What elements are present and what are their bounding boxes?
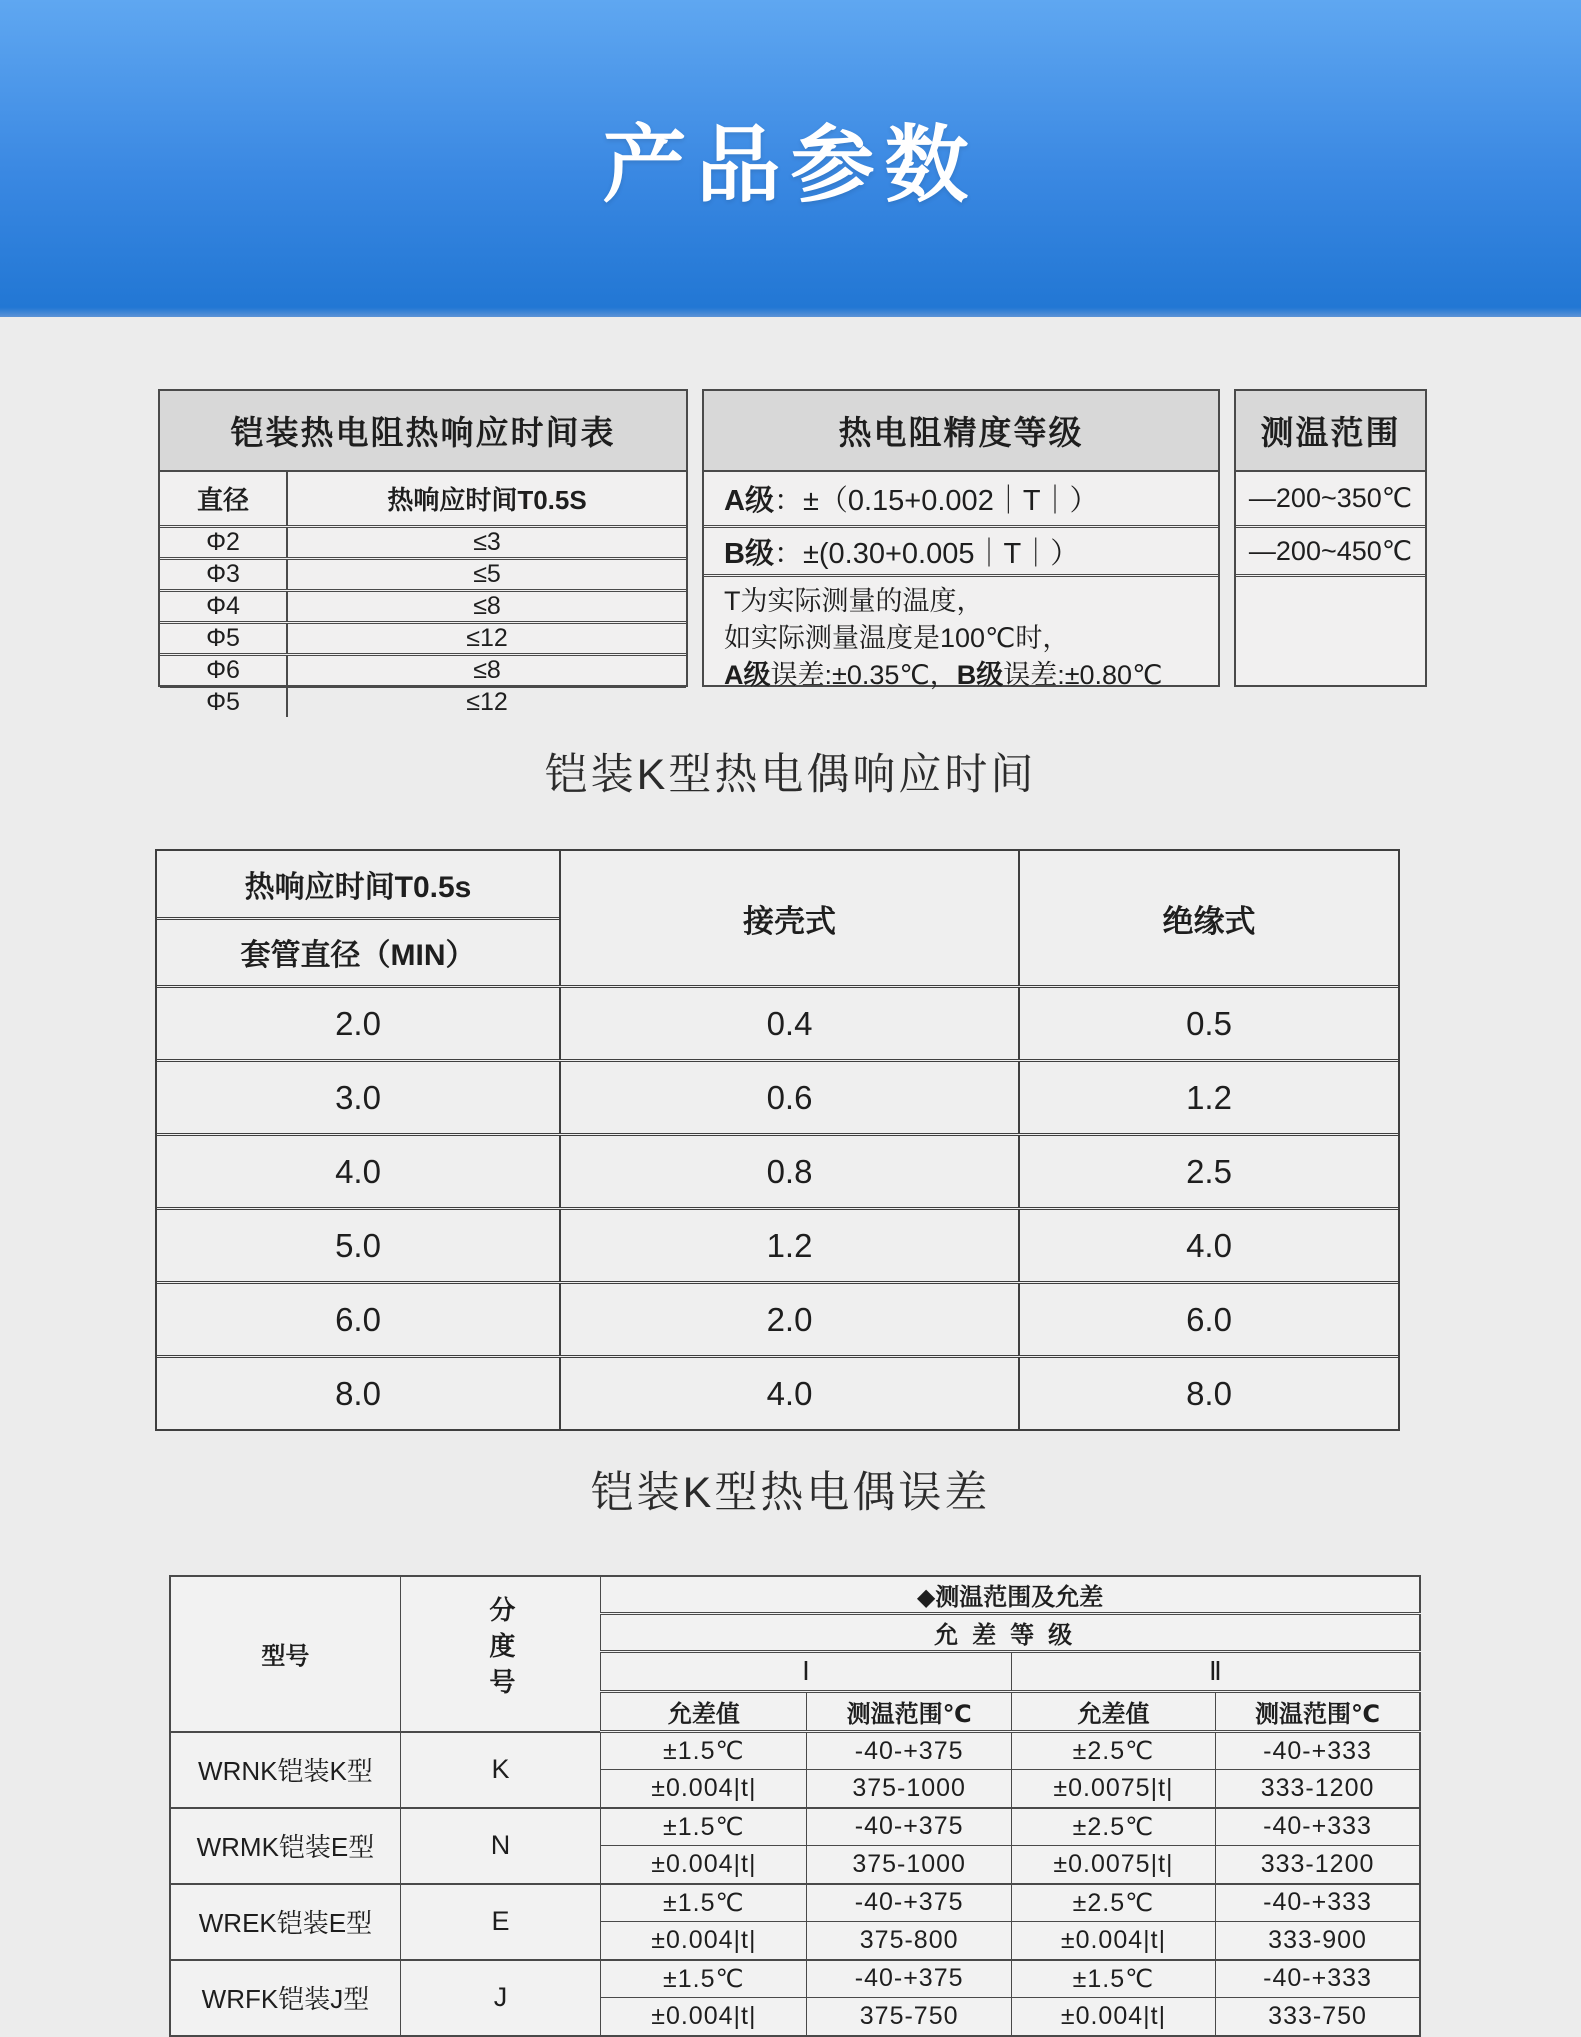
cell-insulated: 1.2	[1186, 1078, 1232, 1116]
rtd-response-time-title: 铠装热电阻热响应时间表	[160, 391, 686, 472]
table-row	[160, 525, 686, 557]
note-line	[724, 657, 1218, 694]
cell-grounded: 2.0	[561, 1284, 1020, 1355]
header-temp-range: 测温范围℃	[1216, 1692, 1420, 1732]
cell-range: -40-+375	[807, 1960, 1011, 1998]
header-temp-range: 测温范围℃	[807, 1692, 1011, 1732]
cell-grounded: 4.0	[561, 1358, 1020, 1429]
header-tolerance-value: 允差值	[1011, 1692, 1215, 1732]
cell-diameter: 8.0	[157, 1358, 561, 1429]
graduation-vertical-label: 分度号	[485, 1596, 516, 1705]
cell-tolerance: ±0.004|t|	[601, 1846, 807, 1884]
cell-tolerance: ±1.5℃	[601, 1732, 807, 1770]
cell-range: 333-1200	[1216, 1770, 1420, 1808]
rtd-accuracy-title: 热电阻精度等级	[704, 391, 1218, 472]
section-heading-response: 铠装K型热电偶响应时间	[544, 751, 1037, 799]
cell-graduation-code: E	[400, 1884, 600, 1960]
temp-range-value: —200~350℃	[1236, 472, 1425, 528]
note-line: T为实际测量的温度，	[724, 586, 984, 616]
cell-response-time: ≤8	[473, 656, 501, 684]
cell-diameter: 4.0	[157, 1136, 561, 1207]
table-row	[170, 1808, 1420, 1846]
cell-response-time: ≤8	[473, 592, 501, 620]
cell-insulated: 0.5	[1186, 1004, 1232, 1042]
cell-diameter: 2.0	[157, 988, 561, 1059]
cell-tolerance: ±0.0075|t|	[1011, 1770, 1215, 1808]
table-row	[157, 1207, 1398, 1281]
header-model: 型号	[170, 1576, 400, 1732]
header-graduation	[400, 1576, 600, 1732]
cell-response-time: ≤3	[473, 528, 501, 556]
header-sheath-diameter: 套管直径（MIN）	[240, 939, 476, 973]
table-row	[157, 1281, 1398, 1355]
cell-grounded: 0.6	[561, 1062, 1020, 1133]
cell-tolerance: ±0.004|t|	[601, 1770, 807, 1808]
note-grade-a-error: 误差:±0.35℃，	[770, 660, 957, 690]
cell-graduation-code: J	[400, 1960, 600, 2036]
top-tables-row	[158, 389, 1427, 716]
cell-range: -40-+333	[1216, 1808, 1420, 1846]
cell-range: -40-+375	[807, 1884, 1011, 1922]
cell-diameter: Φ5	[160, 624, 288, 653]
header-response-time: 热响应时间T0.5s	[157, 851, 559, 920]
table-row	[157, 1355, 1398, 1429]
table-header-row	[160, 472, 686, 525]
grade-b-row	[704, 528, 1218, 577]
cell-insulated: 8.0	[1186, 1374, 1232, 1412]
table-row	[160, 621, 686, 653]
header-class-2: Ⅱ	[1011, 1652, 1420, 1692]
cell-insulated: 6.0	[1186, 1300, 1232, 1338]
table-row	[157, 1059, 1398, 1133]
temp-range-value: —200~450℃	[1236, 528, 1425, 577]
cell-range: 375-1000	[807, 1770, 1011, 1808]
cell-tolerance: ±2.5℃	[1011, 1808, 1215, 1846]
grade-a-row	[704, 472, 1218, 528]
cell-graduation-code: N	[400, 1808, 600, 1884]
cell-response-time: ≤5	[473, 560, 501, 588]
cell-diameter: 6.0	[157, 1284, 561, 1355]
table-row	[160, 653, 686, 685]
cell-range: -40-+333	[1216, 1732, 1420, 1770]
cell-grounded: 0.8	[561, 1136, 1020, 1207]
cell-graduation-code: K	[400, 1732, 600, 1808]
grade-a-label: A级	[724, 485, 774, 517]
cell-model: WREK铠装E型	[170, 1884, 400, 1960]
header-range-and-tolerance: ◆测温范围及允差	[601, 1576, 1420, 1614]
note-grade-a-label: A级	[724, 660, 771, 690]
cell-model: WRFK铠装J型	[170, 1960, 400, 2036]
section-heading-error: 铠装K型热电偶误差	[590, 1469, 991, 1517]
table-row	[157, 1133, 1398, 1207]
temp-range-title: 测温范围	[1236, 391, 1425, 472]
header-class-1: Ⅰ	[601, 1652, 1012, 1692]
k-error-table	[169, 1575, 1421, 2037]
cell-grounded: 0.4	[561, 988, 1020, 1059]
cell-range: -40-+333	[1216, 1884, 1420, 1922]
cell-range: 333-900	[1216, 1922, 1420, 1960]
table-row	[170, 1960, 1420, 1998]
cell-insulated: 4.0	[1186, 1226, 1232, 1264]
header-col1-stack	[157, 851, 561, 985]
grade-a-formula: ：±（0.15+0.002｜T｜）	[773, 485, 1099, 517]
cell-tolerance: ±1.5℃	[601, 1808, 807, 1846]
cell-grounded: 1.2	[561, 1210, 1020, 1281]
header-grounded-type: 接壳式	[561, 851, 1020, 985]
cell-range: 333-750	[1216, 1998, 1420, 2036]
cell-range: 333-1200	[1216, 1846, 1420, 1884]
cell-range: 375-750	[807, 1998, 1011, 2036]
cell-diameter: 3.0	[157, 1062, 561, 1133]
table-row	[160, 685, 686, 717]
table-row	[170, 1732, 1420, 1770]
cell-range: -40-+375	[807, 1732, 1011, 1770]
table-header-row	[170, 1576, 1420, 1614]
cell-tolerance: ±0.004|t|	[1011, 1998, 1215, 2036]
cell-diameter: Φ6	[160, 656, 288, 685]
grade-b-formula: ：±(0.30+0.005｜T｜）	[773, 537, 1080, 570]
rtd-response-time-table	[158, 389, 688, 716]
cell-response-time: ≤12	[466, 624, 508, 652]
empty-cell	[1236, 577, 1425, 685]
grade-b-label: B级	[724, 537, 774, 570]
cell-range: -40-+333	[1216, 1960, 1420, 1998]
cell-tolerance: ±2.5℃	[1011, 1884, 1215, 1922]
cell-tolerance: ±1.5℃	[601, 1960, 807, 1998]
accuracy-note	[704, 577, 1218, 694]
k-response-table	[155, 849, 1400, 1431]
column-header-diameter: 直径	[160, 472, 288, 525]
page-title: 产品参数	[602, 118, 979, 212]
cell-tolerance: ±1.5℃	[1011, 1960, 1215, 1998]
header-insulated-type: 绝缘式	[1162, 903, 1256, 939]
cell-tolerance: ±0.004|t|	[1011, 1922, 1215, 1960]
cell-diameter: 5.0	[157, 1210, 561, 1281]
table-row	[170, 1884, 1420, 1922]
header-tolerance-class: 允差等级	[601, 1614, 1420, 1652]
temp-range-table	[1234, 389, 1427, 687]
note-grade-b-error: 误差:±0.80℃	[1003, 660, 1163, 690]
cell-range: 375-1000	[807, 1846, 1011, 1884]
cell-tolerance: ±0.004|t|	[601, 1998, 807, 2036]
cell-tolerance: ±0.0075|t|	[1011, 1846, 1215, 1884]
table-header-row	[157, 851, 1398, 988]
cell-tolerance: ±2.5℃	[1011, 1732, 1215, 1770]
cell-model: WRMK铠装E型	[170, 1808, 400, 1884]
column-header-response-time: 热响应时间T0.5S	[387, 485, 587, 515]
cell-diameter: Φ3	[160, 560, 288, 589]
cell-range: -40-+375	[807, 1808, 1011, 1846]
note-line: 如实际测量温度是100℃时，	[724, 623, 1070, 653]
note-grade-b-label: B级	[956, 660, 1004, 690]
cell-model: WRNK铠装K型	[170, 1732, 400, 1808]
cell-tolerance: ±1.5℃	[601, 1884, 807, 1922]
page-header-banner	[0, 0, 1581, 317]
table-row	[160, 557, 686, 589]
table-row	[160, 589, 686, 621]
cell-diameter: Φ5	[160, 688, 288, 717]
cell-diameter: Φ4	[160, 592, 288, 621]
cell-diameter: Φ2	[160, 528, 288, 557]
cell-insulated: 2.5	[1186, 1152, 1232, 1190]
cell-range: 375-800	[807, 1922, 1011, 1960]
header-tolerance-value: 允差值	[601, 1692, 807, 1732]
rtd-accuracy-table	[702, 389, 1220, 690]
cell-tolerance: ±0.004|t|	[601, 1922, 807, 1960]
cell-response-time: ≤12	[466, 688, 508, 716]
table-row	[157, 988, 1398, 1059]
